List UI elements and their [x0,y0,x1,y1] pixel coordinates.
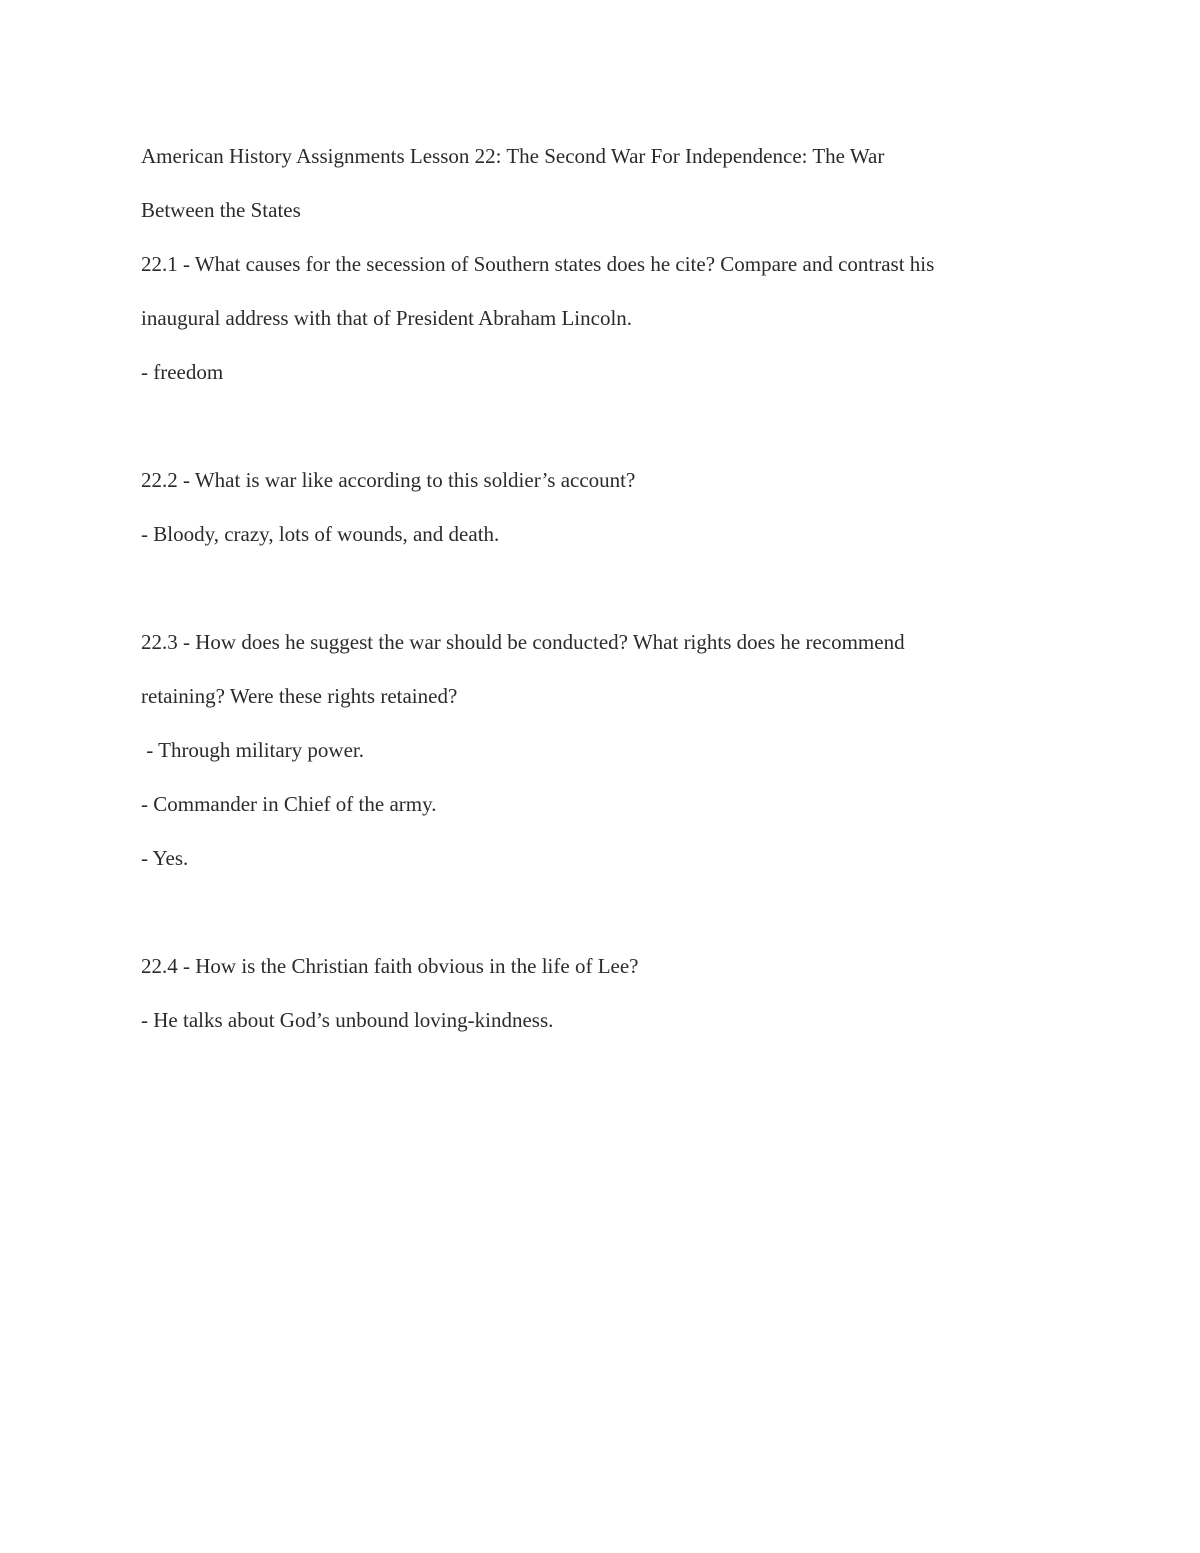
question-22-3-line-2: retaining? Were these rights retained? [141,684,458,708]
answer-22-3-a: - Through military power. [141,738,364,762]
paragraph-spacer [141,399,1061,453]
question-22-1-line-1: 22.1 - What causes for the secession of Southern states does he cite? Compare and contrast his [141,252,935,276]
paragraph-spacer [141,885,1061,939]
document-body [141,129,1061,1047]
question-22-2: 22.2 - What is war like according to this soldier’s account? [141,468,636,492]
answer-22-4: - He talks about God’s unbound loving-kindness. [141,1008,554,1032]
answer-22-1: - freedom [141,360,224,384]
document-title-line-1: American History Assignments Lesson 22: The Second War For Independence: The War [141,144,885,168]
question-22-1-line-2: inaugural address with that of President Abraham Lincoln. [141,306,633,330]
answer-22-3-c: - Yes. [141,846,189,870]
paragraph-spacer [141,561,1061,615]
document-title-line-2: Between the States [141,198,301,222]
answer-22-2: - Bloody, crazy, lots of wounds, and death. [141,522,500,546]
answer-22-3-b: - Commander in Chief of the army. [141,792,437,816]
question-22-4: 22.4 - How is the Christian faith obvious in the life of Lee? [141,954,639,978]
question-22-3-line-1: 22.3 - How does he suggest the war should be conducted? What rights does he recommend [141,630,905,654]
